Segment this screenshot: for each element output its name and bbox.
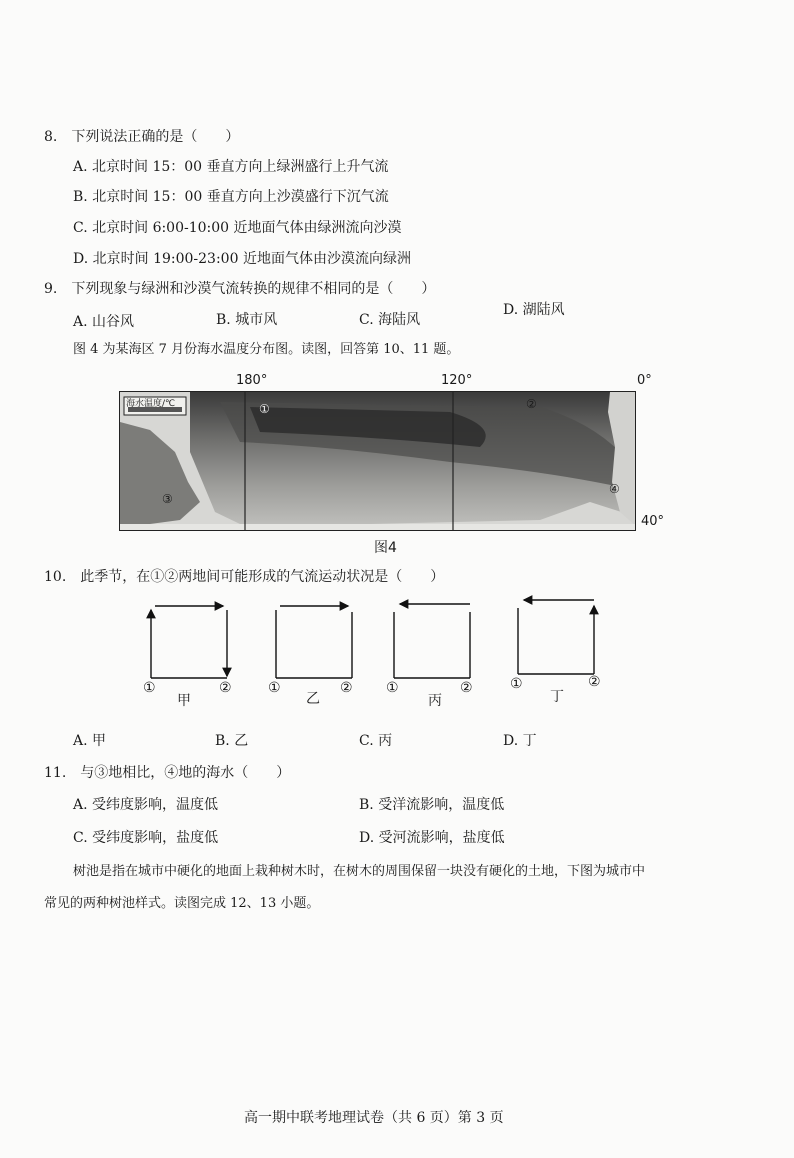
page-footer: 高一期中联考地理试卷（共 6 页）第 3 页 bbox=[244, 1110, 504, 1126]
fig4-caption: 图4 bbox=[374, 540, 397, 556]
q10-ding-right: ② bbox=[588, 674, 601, 690]
q10-yi-left: ① bbox=[268, 680, 281, 696]
q10-option-a: A. 甲 bbox=[73, 733, 107, 749]
lon-label-120: 120° bbox=[441, 373, 473, 388]
q10-diagram-bing bbox=[386, 598, 482, 718]
q10-ding-name: 丁 bbox=[550, 689, 564, 705]
sea-temperature-map bbox=[119, 391, 636, 531]
q10-bing-right: ② bbox=[460, 680, 473, 696]
q11-stem: 11. 与③地相比，④地的海水（ ） bbox=[44, 765, 291, 781]
q10-diagram-jia bbox=[143, 598, 239, 718]
lat-label-40: 40° bbox=[641, 514, 665, 529]
tree-pit-intro-line1: 树池是指在城市中硬化的地面上栽种树木时，在树木的周围保留一块没有硬化的土地，下图为城市中 bbox=[73, 864, 646, 879]
q11-option-b: B. 受洋流影响，温度低 bbox=[359, 797, 505, 813]
map-legend-title: 海水温度/℃ bbox=[126, 399, 176, 409]
q10-jia-right: ② bbox=[219, 680, 232, 696]
q10-option-b: B. 乙 bbox=[215, 733, 249, 749]
q10-jia-left: ① bbox=[143, 680, 156, 696]
map-point-4: ④ bbox=[609, 482, 620, 496]
q9-option-b: B. 城市风 bbox=[216, 312, 278, 328]
q10-diagram-ding bbox=[510, 594, 606, 714]
q11-option-d: D. 受河流影响，盐度低 bbox=[359, 830, 505, 846]
lat-label-0: 0° bbox=[637, 373, 652, 388]
q10-yi-right: ② bbox=[340, 680, 353, 696]
lon-label-180: 180° bbox=[236, 373, 268, 388]
tree-pit-intro-line2: 常见的两种树池样式。读图完成 12、13 小题。 bbox=[44, 896, 320, 911]
q10-option-c: C. 丙 bbox=[359, 733, 393, 749]
q8-option-d: D. 北京时间 19:00-23:00 近地面气体由沙漠流向绿洲 bbox=[73, 251, 411, 267]
q11-option-c: C. 受纬度影响，盐度低 bbox=[73, 830, 219, 846]
q9-option-a: A. 山谷风 bbox=[73, 314, 135, 330]
q8-option-c: C. 北京时间 6:00-10:00 近地面气体由绿洲流向沙漠 bbox=[73, 220, 402, 236]
q9-option-c: C. 海陆风 bbox=[359, 312, 421, 328]
q11-option-a: A. 受纬度影响，温度低 bbox=[73, 797, 219, 813]
q8-stem: 8. 下列说法正确的是（ ） bbox=[44, 129, 240, 145]
map-graphic bbox=[120, 392, 636, 531]
q10-diagram-yi bbox=[268, 598, 364, 718]
q10-ding-left: ① bbox=[510, 676, 523, 692]
q10-stem: 10. 此季节，在①②两地间可能形成的气流运动状况是（ ） bbox=[44, 569, 445, 585]
q8-option-a: A. 北京时间 15：00 垂直方向上绿洲盛行上升气流 bbox=[73, 159, 389, 175]
map-point-2: ② bbox=[526, 397, 537, 411]
q10-bing-left: ① bbox=[386, 680, 399, 696]
map-point-3: ③ bbox=[162, 492, 173, 506]
map-point-1: ① bbox=[259, 402, 270, 416]
q9-option-d: D. 湖陆风 bbox=[503, 302, 565, 318]
q8-option-b: B. 北京时间 15：00 垂直方向上沙漠盛行下沉气流 bbox=[73, 189, 389, 205]
q10-yi-name: 乙 bbox=[306, 691, 320, 707]
q10-option-d: D. 丁 bbox=[503, 733, 537, 749]
q10-bing-name: 丙 bbox=[428, 693, 442, 709]
fig4-intro: 图 4 为某海区 7 月份海水温度分布图。读图，回答第 10、11 题。 bbox=[73, 342, 460, 357]
q9-stem: 9. 下列现象与绿洲和沙漠气流转换的规律不相同的是（ ） bbox=[44, 281, 436, 297]
q10-jia-name: 甲 bbox=[177, 693, 191, 709]
